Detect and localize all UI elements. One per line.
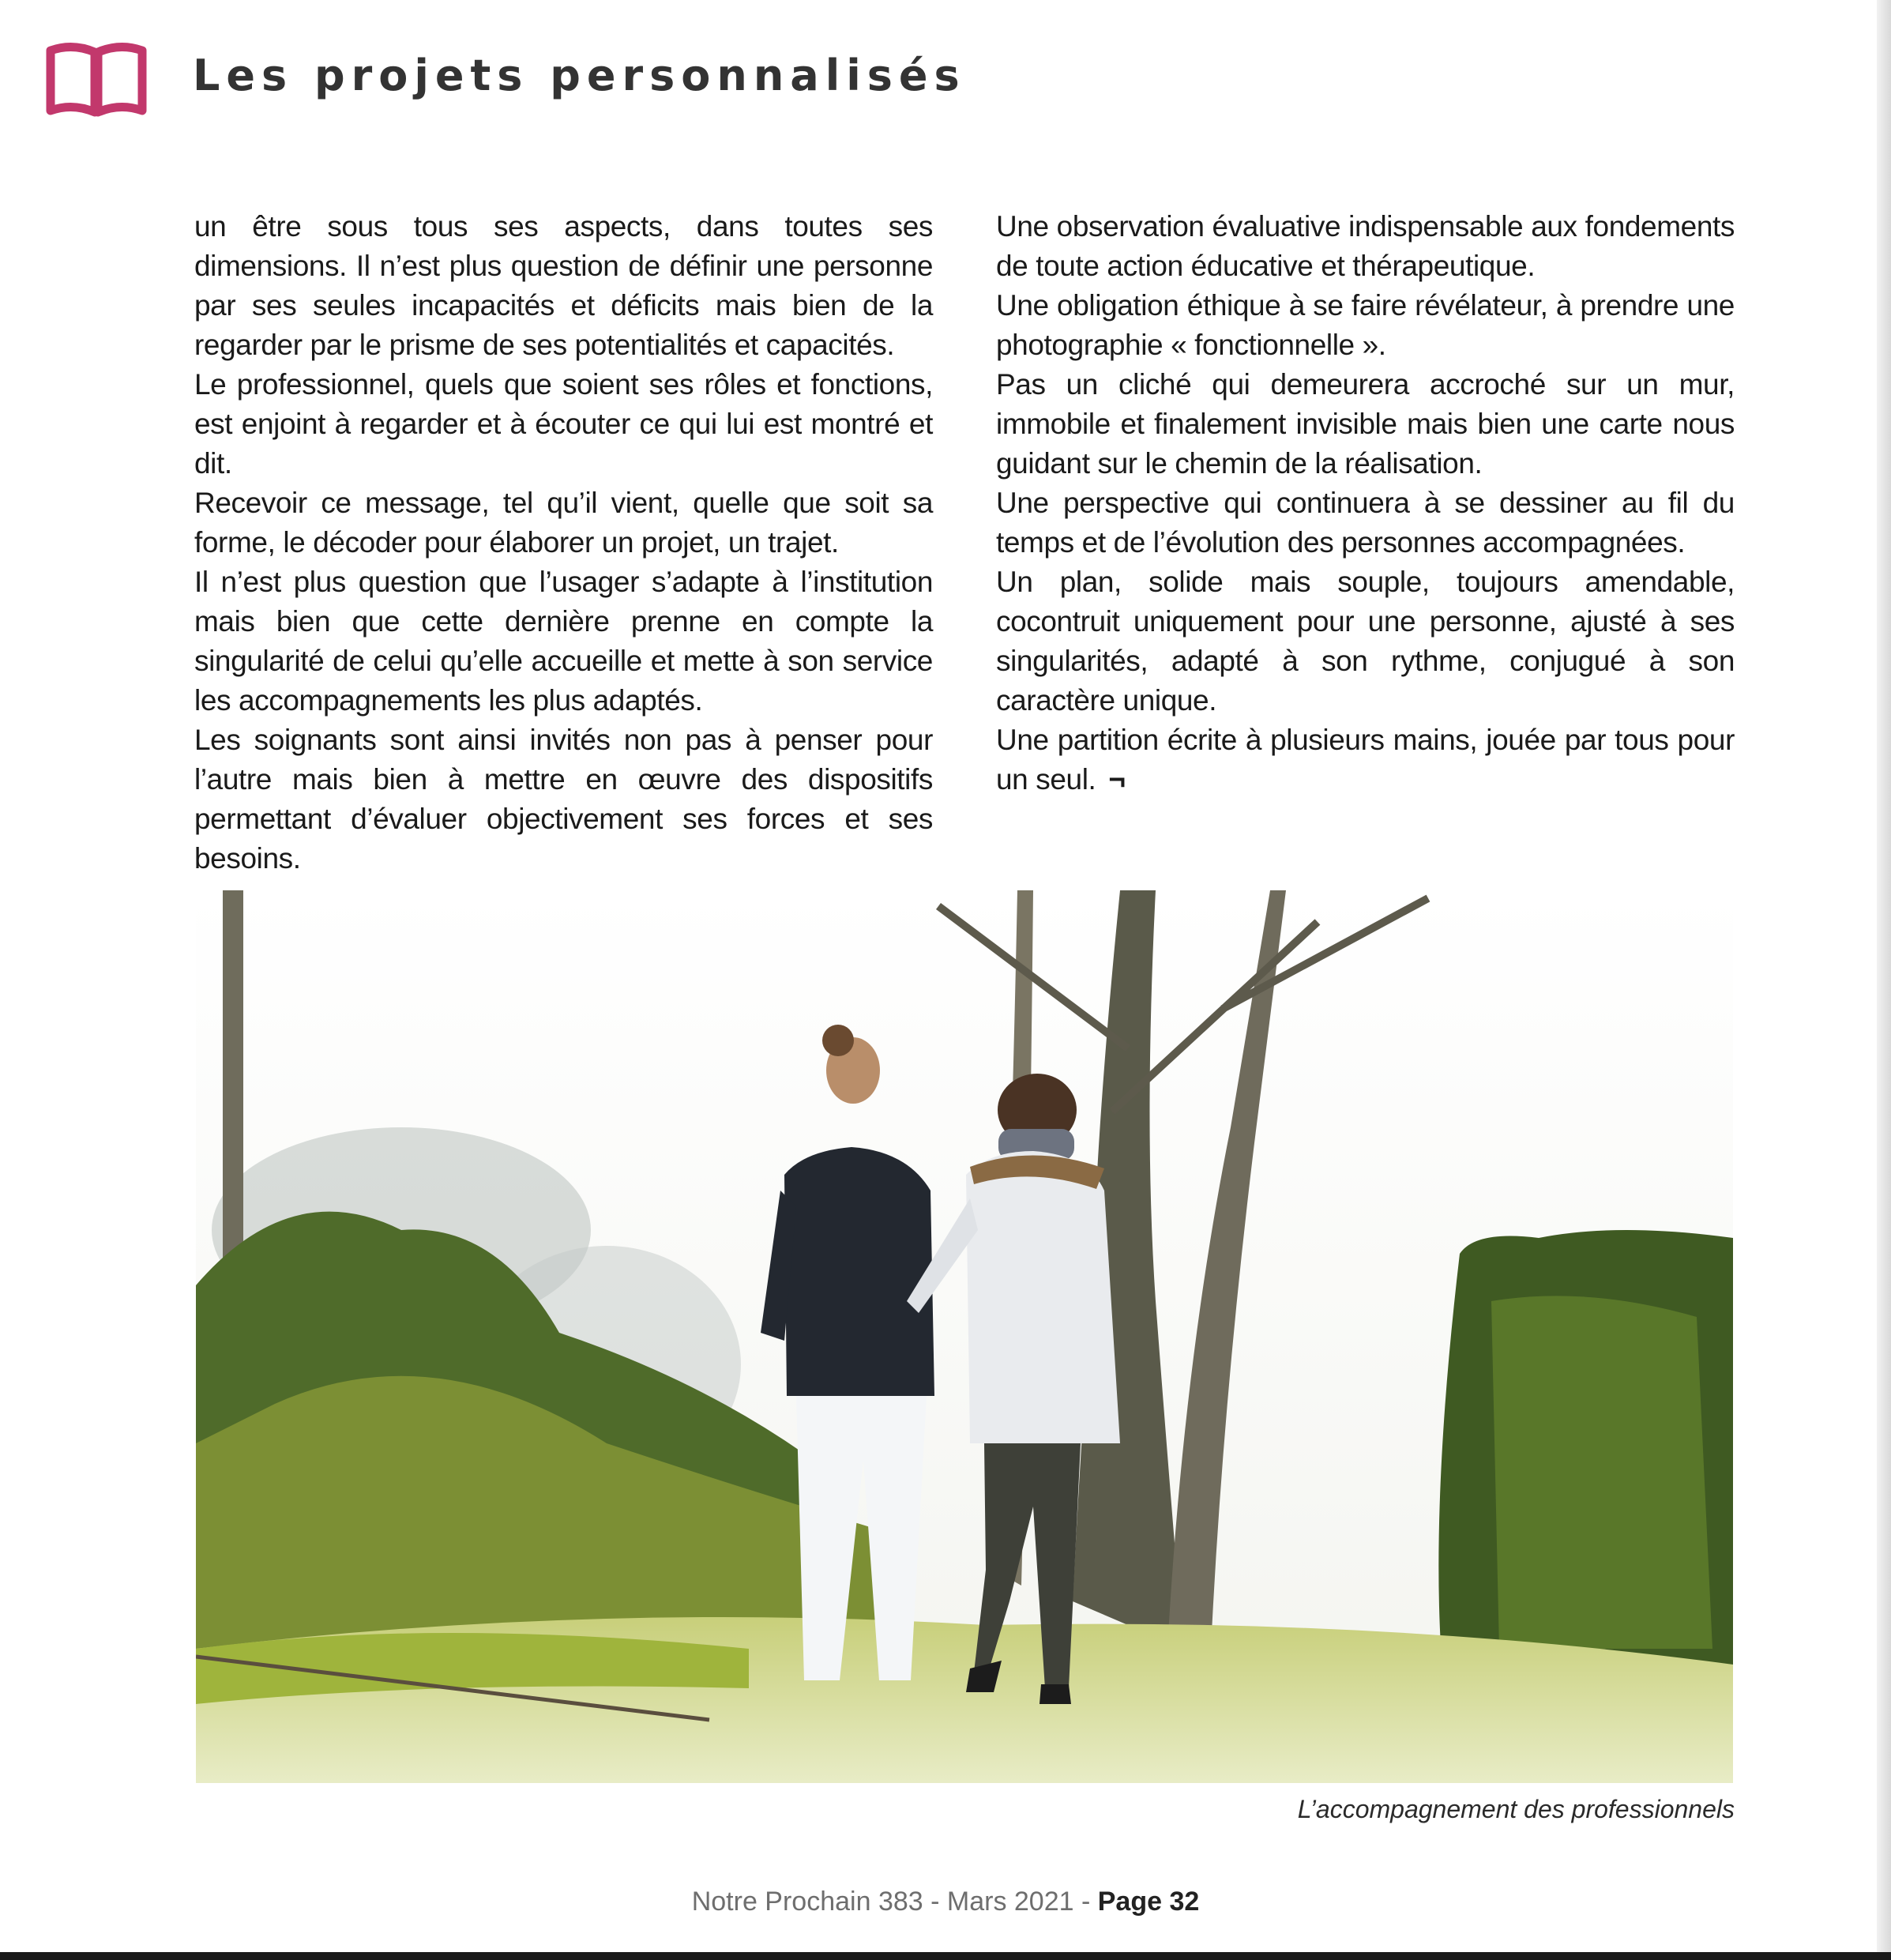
paragraph-text: Une partition écrite à plusieurs mains, jouée par tous pour un seul.: [996, 724, 1735, 796]
paragraph: Le professionnel, quels que soient ses rôles et fonctions, est enjoint à regarder et à écouter ce qui lui est montré et dit.: [194, 368, 933, 480]
paragraph: Recevoir ce message, tel qu’il vient, quelle que soit sa forme, le décoder pour élaborer un projet, un trajet.: [194, 487, 933, 559]
paragraph: Pas un cliché qui demeurera accroché sur un mur, immobile et finalement invisible mais bien une carte nous guidant sur le chemin de la réalisation.: [996, 368, 1735, 480]
photo-caption: L’accompagnement des professionnels: [1297, 1795, 1735, 1823]
article-photo: [196, 890, 1733, 1783]
paragraph-final: [996, 720, 1735, 799]
page-edge: [1877, 0, 1891, 1960]
paragraph: un être sous tous ses aspects, dans toutes ses dimensions. Il n’est plus question de définir une personne par ses seules incapacités et déficits mais bien de la regarder par le prisme de ses potentialités et capacités.: [194, 210, 933, 361]
page-number: Page 32: [1097, 1887, 1200, 1917]
page-footer: [0, 1887, 1891, 1917]
end-of-article-mark: ¬: [1108, 763, 1126, 796]
page-title: Les projets personnalisés: [193, 51, 966, 100]
paragraph: Un plan, solide mais souple, toujours amendable, cocontruit uniquement pour une personne, ajusté à ses singularités, adapté à son rythme, conjugué à son caractère unique.: [996, 566, 1735, 717]
open-book-icon: [44, 41, 148, 120]
footer-publication: Notre Prochain 383 - Mars 2021 -: [691, 1887, 1098, 1917]
paragraph: Une observation évaluative indispensable aux fondements de toute action éducative et thérapeutique.: [996, 210, 1735, 282]
paragraph: Une perspective qui continuera à se dessiner au fil du temps et de l’évolution des personnes accompagnées.: [996, 487, 1735, 559]
paragraph: Une obligation éthique à se faire révélateur, à prendre une photographie « fonctionnelle ».: [996, 289, 1735, 361]
right-text-column: [996, 207, 1735, 799]
left-text-column: [194, 207, 933, 878]
paragraph: Il n’est plus question que l’usager s’adapte à l’institution mais bien que cette dernière prenne en compte la singularité de celui qu’elle accueille et mette à son service les accompagnements les plus adaptés.: [194, 566, 933, 717]
page-bottom-edge: [0, 1952, 1891, 1960]
paragraph: Les soignants sont ainsi invités non pas à penser pour l’autre mais bien à mettre en œuvre des dispositifs permettant d’évaluer objectivement ses forces et ses besoins.: [194, 724, 933, 875]
